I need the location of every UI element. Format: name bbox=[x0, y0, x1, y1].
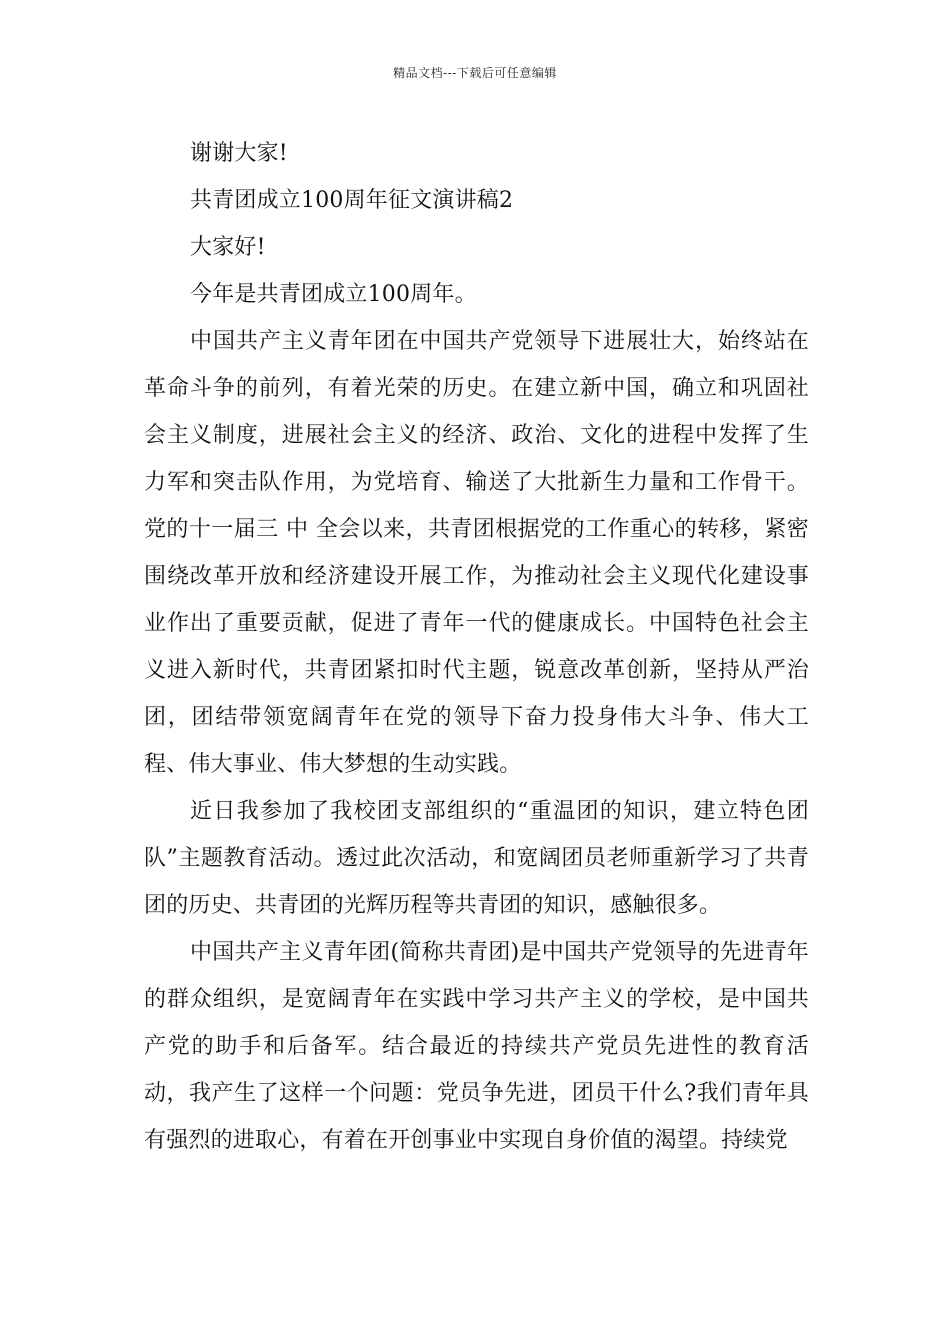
paragraph-anniversary: 今年是共青团成立100周年。 bbox=[190, 282, 477, 307]
paragraph-organization: 中国共产主义青年团(简称共青团)是中国共产党领导的先进青年的群众组织，是宽阔青年在实践中学习共产主义的学校，是中国共产党的助手和后备军。结合最近的持续共产党员先进性的教育活动，我产生了这样一个问题：党员争先进，团员干什么?我们青年具有强烈的进取心，有着在开创事业中实现自身价值的渴望。持续党 bbox=[144, 940, 809, 1153]
paragraph-activity: 近日我参加了我校团支部组织的“重温团的知识，建立特色团队”主题教育活动。透过此次活动，和宽阔团员老师重新学习了共青团的历史、共青团的光辉历程等共青团的知识，感触很多。 bbox=[144, 799, 809, 918]
paragraph-closing-thanks: 谢谢大家! bbox=[190, 141, 288, 166]
paragraph-speech-title: 共青团成立100周年征文演讲稿2 bbox=[190, 188, 514, 213]
document-body bbox=[144, 130, 809, 1164]
paragraph-history: 中国共产主义青年团在中国共产党领导下进展壮大，始终站在革命斗争的前列，有着光荣的历史。在建立新中国，确立和巩固社会主义制度，进展社会主义的经济、政治、文化的进程中发挥了生力军和突击队作用，为党培育、输送了大批新生力量和工作骨干。党的十一届三 中 全会以来，共青团根据党的工作重心的转移，紧密围绕改革开放和经济建设开展工作，为推动社会主义现代化建设事业作出了重要贡献，促进了青年一代的健康成长。中国特色社会主义进入新时代，共青团紧扣时代主题，锐意改革创新，坚持从严治团，团结带领宽阔青年在党的领导下奋力投身伟大斗争、伟大工程、伟大事业、伟大梦想的生动实践。 bbox=[144, 329, 809, 777]
page-header: 精品文档---下载后可任意编辑 bbox=[393, 66, 557, 80]
paragraph-greeting: 大家好! bbox=[190, 235, 266, 260]
